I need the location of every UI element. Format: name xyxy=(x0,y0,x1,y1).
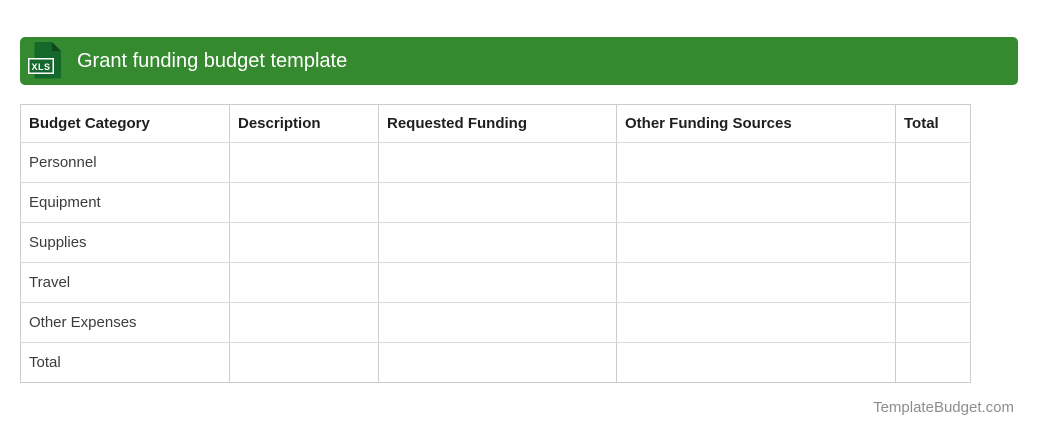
empty-cell xyxy=(379,143,617,183)
table-row-personnel xyxy=(21,143,971,183)
budget-table xyxy=(20,104,971,383)
column-header-budget-category: Budget Category xyxy=(21,105,230,143)
empty-cell xyxy=(230,183,379,223)
category-cell: Equipment xyxy=(21,183,230,223)
empty-cell xyxy=(230,303,379,343)
empty-cell xyxy=(617,343,896,383)
empty-cell xyxy=(617,303,896,343)
table-row-supplies xyxy=(21,223,971,263)
empty-cell xyxy=(896,343,971,383)
empty-cell xyxy=(617,263,896,303)
table-row-other-expenses xyxy=(21,303,971,343)
template-download-banner[interactable] xyxy=(20,37,1018,85)
xls-badge-label: XLS xyxy=(31,62,51,72)
empty-cell xyxy=(379,263,617,303)
column-header-description: Description xyxy=(230,105,379,143)
table-row-total xyxy=(21,343,971,383)
table-header-row xyxy=(21,105,971,143)
empty-cell xyxy=(230,143,379,183)
category-cell: Supplies xyxy=(21,223,230,263)
empty-cell xyxy=(896,183,971,223)
empty-cell xyxy=(230,263,379,303)
footer-site-name[interactable]: TemplateBudget.com xyxy=(873,399,1014,416)
category-cell: Total xyxy=(21,343,230,383)
banner-title: Grant funding budget template xyxy=(77,49,348,72)
empty-cell xyxy=(617,183,896,223)
xls-file-icon xyxy=(28,42,64,80)
file-fold xyxy=(52,42,61,51)
column-header-requested-funding: Requested Funding xyxy=(379,105,617,143)
empty-cell xyxy=(230,223,379,263)
category-cell: Personnel xyxy=(21,143,230,183)
empty-cell xyxy=(230,343,379,383)
empty-cell xyxy=(379,223,617,263)
column-header-other-funding-sources: Other Funding Sources xyxy=(617,105,896,143)
empty-cell xyxy=(896,223,971,263)
category-cell: Other Expenses xyxy=(21,303,230,343)
empty-cell xyxy=(617,223,896,263)
empty-cell xyxy=(617,143,896,183)
empty-cell xyxy=(379,303,617,343)
table-row-equipment xyxy=(21,183,971,223)
empty-cell xyxy=(379,183,617,223)
empty-cell xyxy=(896,263,971,303)
category-cell: Travel xyxy=(21,263,230,303)
column-header-total: Total xyxy=(896,105,971,143)
empty-cell xyxy=(896,143,971,183)
empty-cell xyxy=(379,343,617,383)
table-row-travel xyxy=(21,263,971,303)
empty-cell xyxy=(896,303,971,343)
